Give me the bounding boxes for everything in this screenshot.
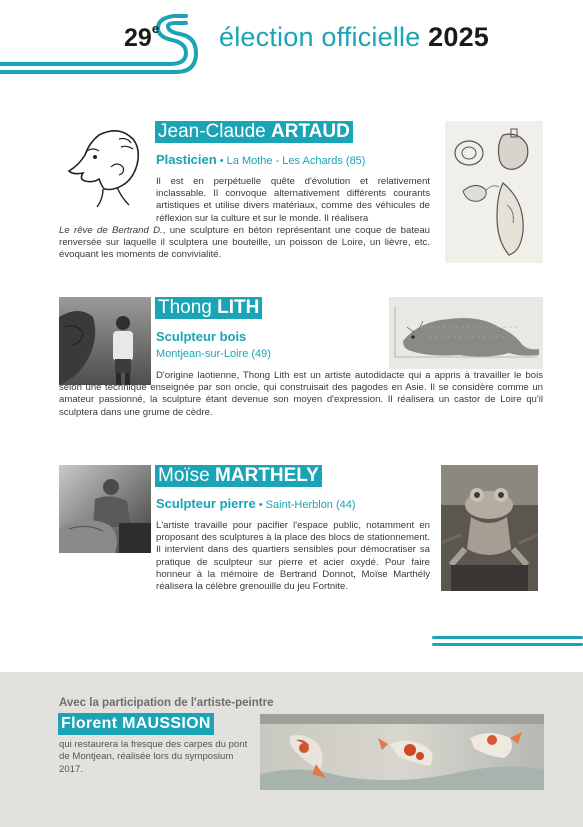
decorative-line (432, 636, 583, 639)
participation-title: Avec la participation de l'artiste-peintre (59, 697, 274, 709)
beaver-sketch-icon (389, 297, 543, 369)
koi-fresco-photo-icon (260, 714, 544, 790)
artist-bio: Il est en perpétuelle quête d'évolution et relativement inclassable. Il convoque alternativement différents courants artistiques et utilise divers matériaux, comme des véhicules de réflexion sur la culture et sur le monde. Il réalisera (156, 176, 430, 224)
artist-name-artaud: Jean-Claude ARTAUD (155, 121, 353, 143)
artist-bio: L'artiste travaille pour pacifier l'espace public, notamment en proposant des sculptures à la place des blocs de stationnement. Il intervient dans des quartiers sensibles pour démocratiser sa pratique de sculpteur sur pierre et acier oxydé. Pour faire honneur à la mémoire de Bertrand Donnot, Moïse Marthély réalisera la célèbre grenouille du jeu Fortnite. (156, 520, 430, 593)
sculptor-photo-icon (59, 465, 151, 553)
participation-name: Florent MAUSSION (58, 713, 214, 735)
edition-number: 29e (124, 20, 160, 52)
decorative-line (432, 643, 583, 646)
page-header (0, 0, 583, 90)
artist-location: Saint-Herblon (44) (265, 499, 356, 511)
artist-name-lith: Thong LITH (155, 297, 262, 319)
artist-bio: D'origine laotienne, Thong Lith est un artiste autodidacte qui a appris à travailler le bois selon une technique enseignée par son oncle, qui construisait des pagodes en Asie. Il se considère comme un amateur passionné, la sculpture étant devenue son moyen d'expression. Il réalisera un castor de Loire qu'il sculptera dans une grume de cèdre. (59, 370, 543, 418)
artist-role: Sculpteur pierre • Saint-Herblon (44) (156, 496, 356, 511)
artist-bio-continued: Le rêve de Bertrand D., une sculpture en béton représentant une coque de bateau renversée sur laquelle il sculptera une bouteille, un poisson de Loire, un lièvre, etc. évoquant les moments de convivialité. (59, 225, 430, 261)
artist-role: Sculpteur bois (156, 329, 247, 344)
caricature-drawing-icon (59, 121, 151, 209)
artist-location: La Mothe - Les Achards (85) (226, 155, 366, 167)
sculpture-sketch-icon (445, 121, 543, 263)
page-title: élection officielle 2025 (219, 22, 490, 52)
wave-logo-icon (0, 10, 230, 80)
artist-location: Montjean-sur-Loire (49) (156, 348, 271, 360)
artist-name-marthely: Moïse MARTHELY (155, 465, 322, 487)
artist-role: Plasticien • La Mothe - Les Achards (85) (156, 152, 366, 167)
participation-text: qui restaurera la fresque des carpes du pont de Montjean, réalisée lors du symposium 2017. (59, 739, 248, 775)
frog-sculpture-photo-icon (441, 465, 538, 591)
